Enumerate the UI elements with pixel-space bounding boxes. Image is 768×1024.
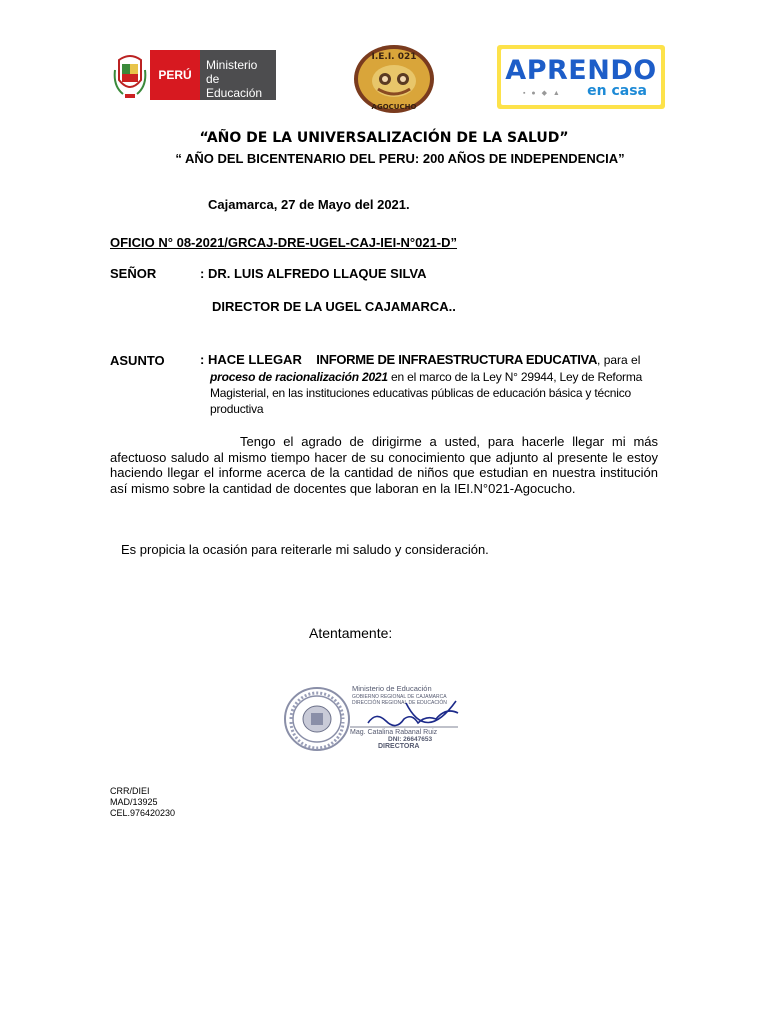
atentamente-label: Atentamente:	[309, 625, 393, 641]
ministerio-line2: de Educación	[206, 72, 263, 100]
peru-label: PERÚ	[150, 50, 200, 100]
subject-prefix: : HACE LLEGAR	[200, 352, 302, 367]
document-date: Cajamarca, 27 de Mayo del 2021.	[208, 197, 410, 212]
minedu-logo	[110, 46, 276, 104]
svg-text:DIRECCIÓN REGIONAL DE EDUCACIÓ: DIRECCIÓN REGIONAL DE EDUCACIÓN	[352, 700, 447, 706]
director-stamp	[346, 683, 466, 751]
subject-rest: en el marco de la Ley N° 29944, Ley de Reforma Magisterial, en las instituciones educativas públicas de educación básica y técnico productiva	[210, 370, 643, 416]
subject-para: , para el	[597, 353, 641, 367]
subject-label: ASUNTO	[110, 353, 165, 368]
reference-line1: CRR/DIEI	[110, 786, 150, 796]
svg-text:Mag. Catalina Rabanal Ruiz: Mag. Catalina Rabanal Ruiz	[350, 729, 438, 736]
svg-text:GOBIERNO REGIONAL DE CAJAMARCA: GOBIERNO REGIONAL DE CAJAMARCA	[352, 694, 447, 700]
ministerio-line1: Ministerio	[206, 58, 258, 72]
recipient-name: : DR. LUIS ALFREDO LLAQUE SILVA	[200, 266, 427, 281]
svg-text:DNI: 26647653: DNI: 26647653	[388, 736, 433, 743]
aprendo-label: APRENDO	[505, 55, 657, 86]
svg-text:I.E.I. 021: I.E.I. 021	[371, 52, 417, 62]
aprendo-en-casa-logo	[497, 45, 665, 109]
coat-of-arms-icon	[110, 46, 150, 104]
subject-line	[200, 352, 640, 367]
reference-line2: MAD/13925	[110, 797, 158, 807]
body-text: Tengo el agrado de dirigirme a usted, para hacerle llegar mi más afectuoso saludo al mismo tiempo hacer de su conocimiento que adjunto al presente le estoy haciendo llegar el informe acerca de la cantidad de niños que estudian en nuestra institución así mismo sobre la cantidad de docentes que laboran en la IEI.N°021-Agocucho.	[110, 434, 658, 496]
recipient-position: DIRECTOR DE LA UGEL CAJAMARCA..	[212, 299, 456, 314]
iei-021-logo	[352, 43, 436, 115]
svg-text:DIRECTORA: DIRECTORA	[378, 743, 420, 750]
closing-text: Es propicia la ocasión para reiterarle mi saludo y consideración.	[121, 542, 489, 557]
recipient-label: SEÑOR	[110, 266, 157, 281]
en-casa-label: en casa	[587, 83, 647, 99]
official-seal-icon	[283, 686, 351, 752]
oficio-number: OFICIO N° 08-2021/GRCAJ-DRE-UGEL-CAJ-IEI-N°021-D”	[110, 235, 458, 250]
subject-proceso: proceso de racionalización 2021	[210, 370, 388, 384]
reference-block	[110, 786, 175, 819]
svg-text:AGOCUCHO: AGOCUCHO	[371, 103, 417, 111]
year-title-2: “ AÑO DEL BICENTENARIO DEL PERU: 200 AÑOS DE INDEPENDENCIA”	[175, 151, 625, 166]
subject-informe: INFORME DE INFRAESTRUCTURA EDUCATIVA	[316, 352, 598, 367]
aprendo-dots-icon: ▪ ● ◆ ▲	[523, 90, 562, 97]
subject-detail	[210, 369, 660, 417]
year-title-1: “AÑO DE LA UNIVERSALIZACIÓN DE LA SALUD”	[199, 130, 569, 146]
reference-line3: CEL.976420230	[110, 808, 176, 818]
ministerio-label	[200, 50, 276, 100]
body-paragraph	[110, 434, 658, 496]
svg-text:Ministerio de Educación: Ministerio de Educación	[352, 684, 432, 693]
